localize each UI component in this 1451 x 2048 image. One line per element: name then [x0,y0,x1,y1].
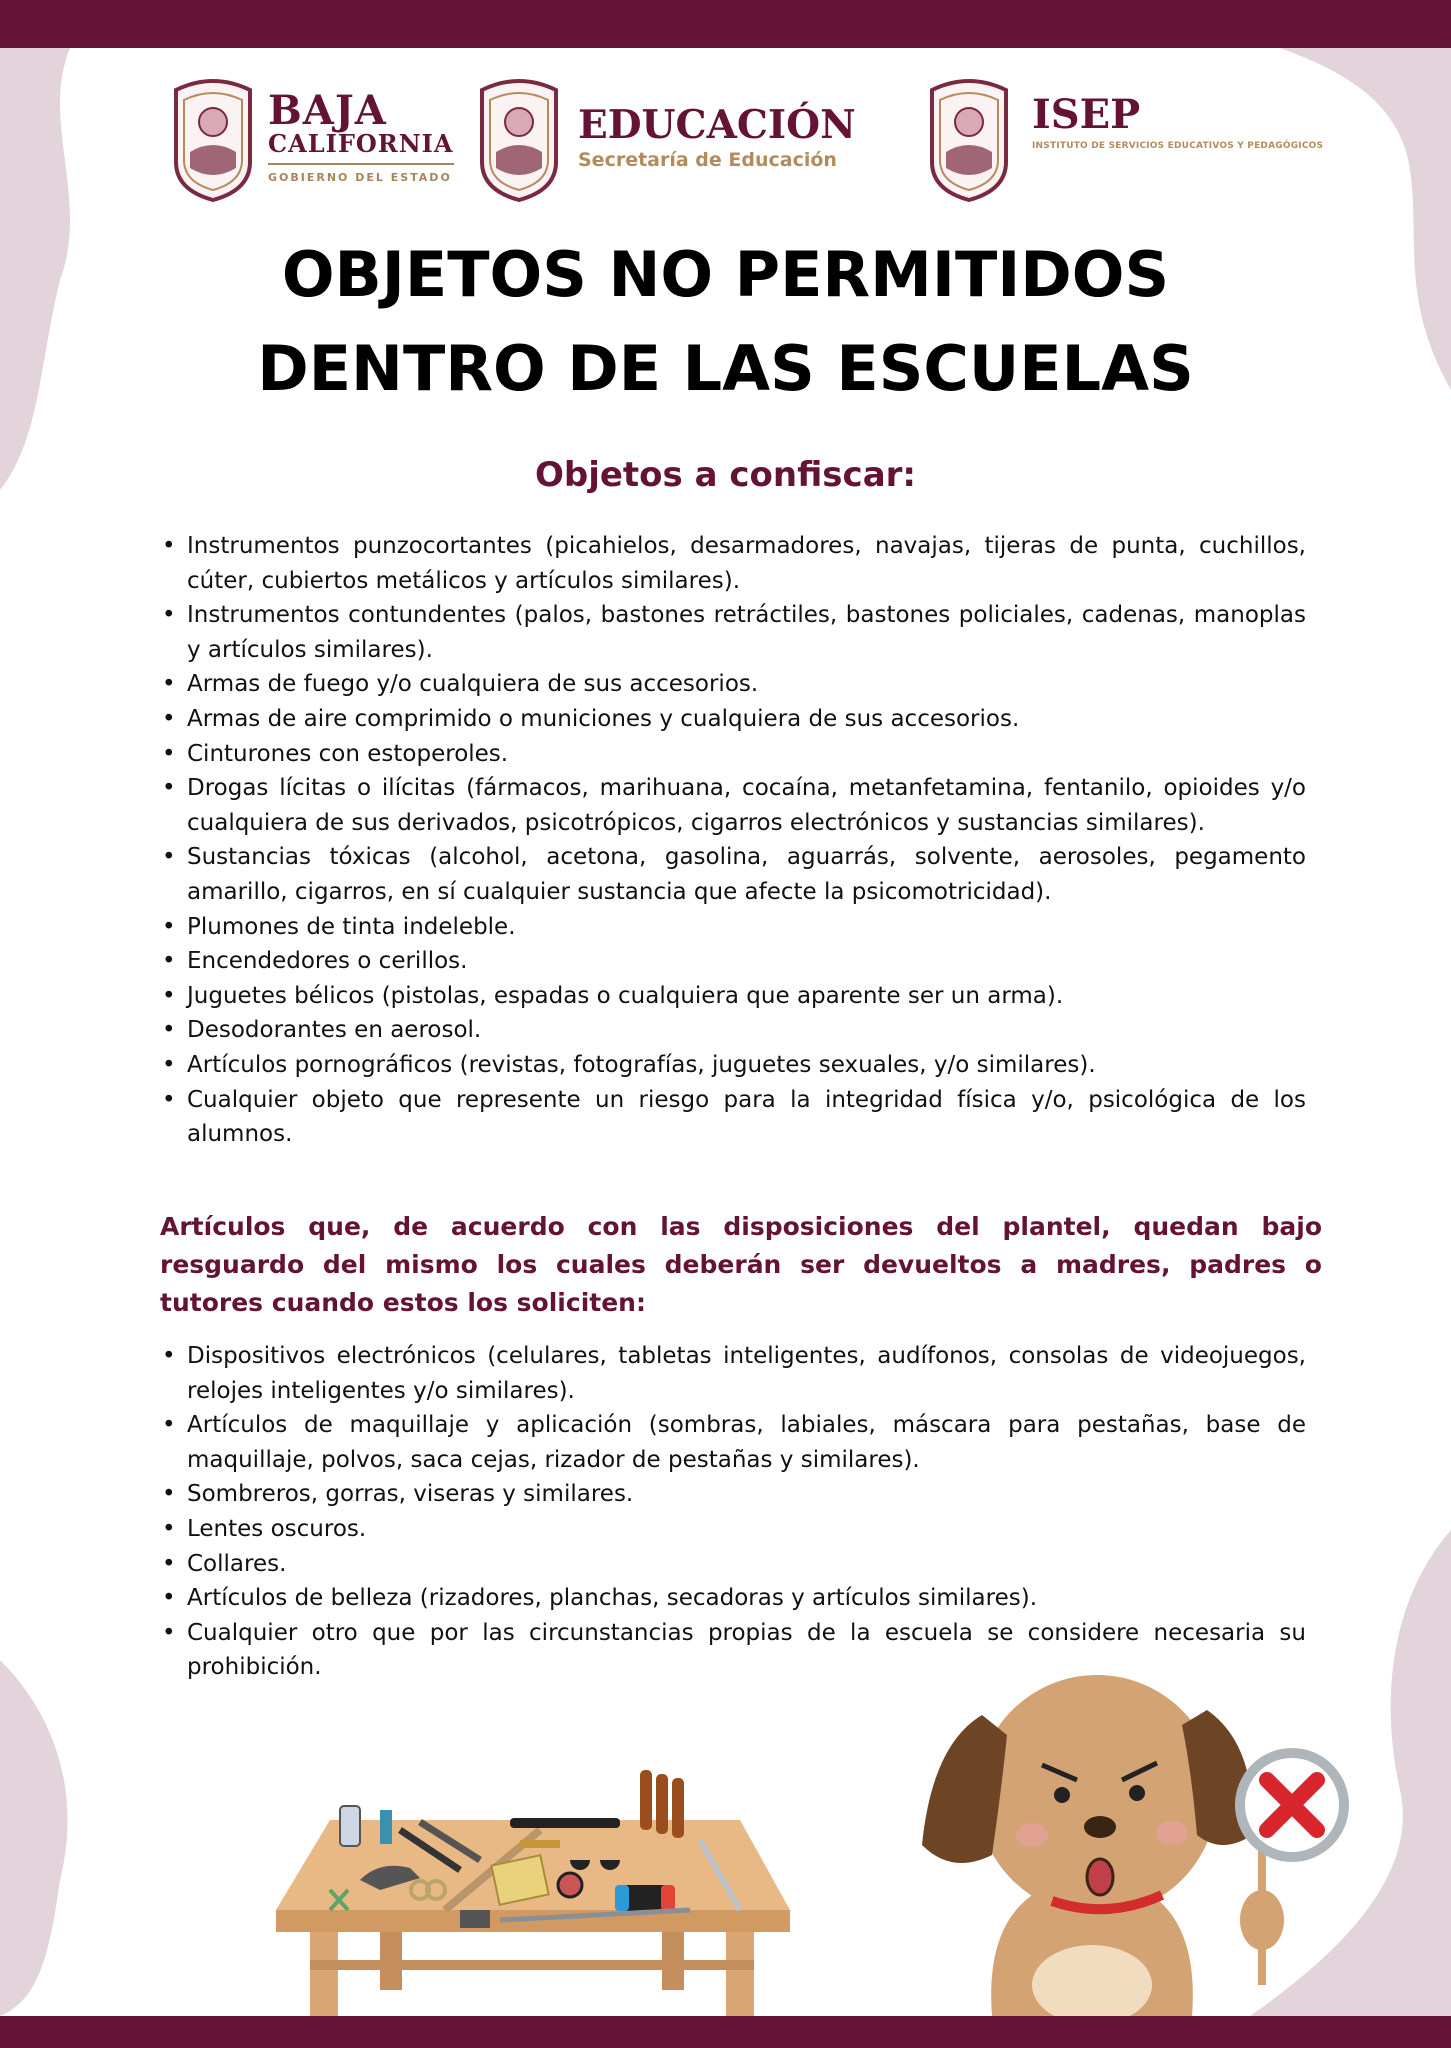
list-item: • Artículos pornográficos (revistas, fotografías, juguetes sexuales, y/o similares). [160,1048,1306,1083]
list-item: • Collares. [160,1547,1306,1582]
list-item: • Encendedores o cerillos. [160,944,1306,979]
list-item: • Drogas lícitas o ilícitas (fármacos, marihuana, cocaína, metanfetamina, fentanilo, opioides y/o cualquiera de sus derivados, psicotrópicos, cigarros electrónicos y sustancias similares). [160,771,1306,840]
logo-isep [924,72,1323,202]
title-line1: OBJETOS NO PERMITIDOS [281,238,1170,311]
dog-nose [1084,1816,1116,1838]
custody-items-list [160,1339,1306,1685]
top-bar [0,0,1451,48]
list-item: • Juguetes bélicos (pistolas, espadas o cualquiera que aparente ser un arma). [160,979,1306,1014]
spray-can-icon [340,1806,360,1846]
title-line2: DENTRO DE LAS ESCUELAS [257,332,1194,405]
list-item: • Armas de aire comprimido o municiones y cualquiera de sus accesorios. [160,702,1306,737]
logo-isep-line1: ISEP [1032,91,1141,138]
crest-icon [168,72,258,202]
list-item: • Instrumentos punzocortantes (picahielos, desarmadores, navajas, tijeras de punta, cuchillos, cúter, cubiertos metálicos y artículos similares). [160,529,1306,598]
crest-icon [474,72,564,202]
list-item: • Lentes oscuros. [160,1512,1306,1547]
logo-ed-line2: Secretaría de Educación [578,149,837,171]
dog-mouth [1087,1859,1113,1895]
bottle-icon [380,1810,392,1844]
list-item: • Desodorantes en aerosol. [160,1013,1306,1048]
beer-bottle-icon [640,1770,652,1830]
dog-eye [1054,1787,1070,1803]
table-with-items-illustration [270,1760,800,2016]
baton-icon [510,1818,620,1828]
list-item: • Cualquier objeto que represente un riesgo para la integridad física y/o, psicológica de los alumnos. [160,1083,1306,1152]
list-item: • Instrumentos contundentes (palos, bastones retráctiles, bastones policiales, cadenas, manoplas y artículos similares). [160,598,1306,667]
makeup-compact-icon [558,1873,582,1897]
list-item: • Armas de fuego y/o cualquiera de sus accesorios. [160,667,1306,702]
section1-heading: Objetos a confiscar: [534,455,917,495]
list-item: • Cualquier otro que por las circunstancias propias de la escuela se considere necesaria su prohibición. [160,1616,1306,1685]
dog-eye [1129,1785,1145,1801]
table-leg [310,1930,338,2016]
dog-with-sign-illustration [912,1655,1382,2016]
logo-bc-line2: CALIFORNIA [268,128,454,158]
list-item: • Dispositivos electrónicos (celulares, tabletas inteligentes, audífonos, consolas de videojuegos, relojes inteligentes y/o similares). [160,1339,1306,1408]
list-item: • Artículos de belleza (rizadores, planchas, secadoras y artículos similares). [160,1581,1306,1616]
table-leg [726,1930,754,2016]
logo-isep-line2: INSTITUTO DE SERVICIOS EDUCATIVOS Y PEDAGÓGICOS [1032,141,1324,151]
header-logos [0,72,1451,207]
logo-educacion [474,72,856,202]
list-item: • Sombreros, gorras, viseras y similares. [160,1477,1306,1512]
page-title [0,228,1451,416]
logo-bc-line3: GOBIERNO DEL ESTADO [268,163,454,184]
section2-heading: Artículos que, de acuerdo con las disposiciones del plantel, quedan bajo resguardo del mismo los cuales deberán ser devueltos a madres, padres o tutores cuando estos los soliciten: [160,1212,1322,1317]
list-item: • Plumones de tinta indeleble. [160,910,1306,945]
bottom-bar [0,2016,1451,2048]
bottom-left-blob [0,1660,68,2016]
crest-icon [924,72,1014,202]
ammo-icon [520,1840,560,1848]
list-item: • Artículos de maquillaje y aplicación (sombras, labiales, máscara para pestañas, base de maquillaje, polvos, saca cejas, rizador de pestañas y similares). [160,1408,1306,1477]
list-item: • Sustancias tóxicas (alcohol, acetona, gasolina, aguarrás, solvente, aerosoles, pegamento amarillo, cigarros, en sí cualquier sustancia que afecte la psicomotricidad). [160,840,1306,909]
logo-baja-california [168,72,454,202]
logo-bc-line1: BAJA [268,86,387,134]
list-item: • Cinturones con estoperoles. [160,737,1306,772]
logo-ed-line1: EDUCACIÓN [578,102,856,148]
confiscated-items-list [160,529,1306,1152]
